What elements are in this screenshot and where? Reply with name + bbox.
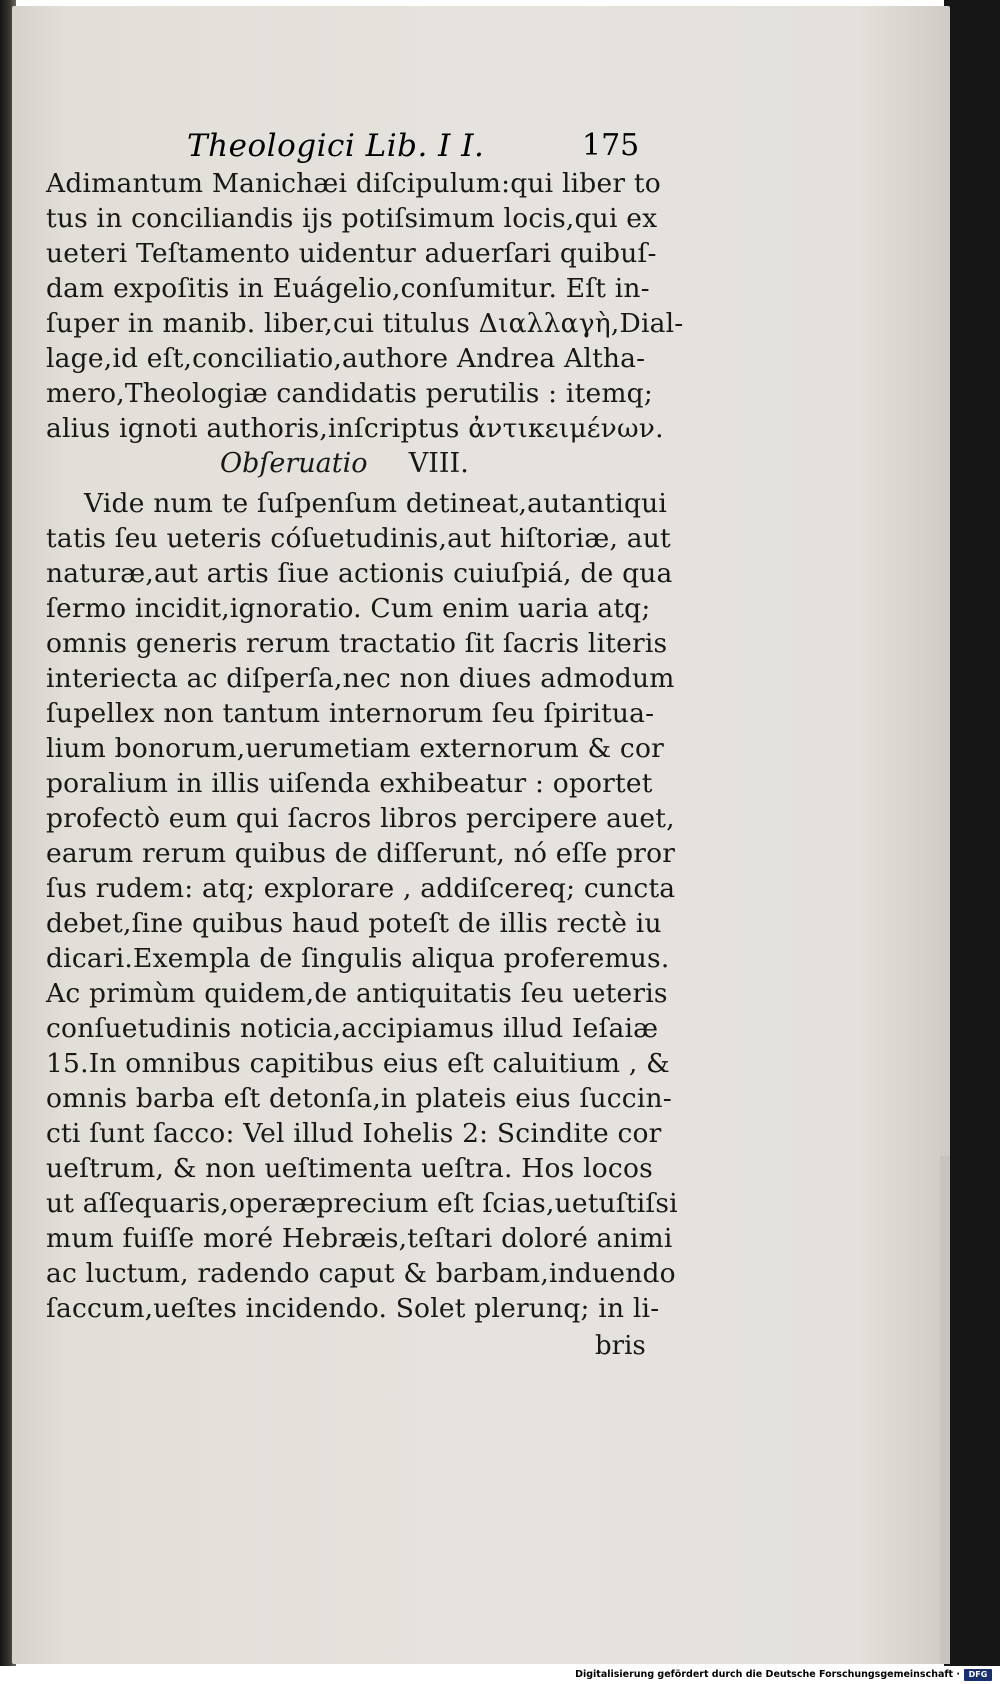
text-line: interiecta ac diſperſa,nec non diues admodum: [46, 663, 675, 694]
text-line: conſuetudinis noticia,accipiamus illud Ieſaiæ: [46, 1013, 659, 1044]
text-line: Vide num te ſuſpenſum detineat,autantiqui: [84, 488, 668, 519]
text-line: ut aſſequaris,operæprecium eſt ſcias,uetuſtiſsi: [46, 1188, 678, 1219]
dfg-logo-icon: DFG: [964, 1669, 992, 1681]
text-line: ſaccum,ueſtes incidendo. Solet plerunq; in li-: [46, 1293, 660, 1324]
text-line: ſuper in manib. liber,cui titulus Διαλλαγὴ,Dial-: [46, 308, 684, 339]
text-line: dicari.Exempla de ſingulis aliqua proferemus.: [46, 943, 670, 974]
text-line: omnis generis rerum tractatio ſit ſacris literis: [46, 628, 668, 659]
text-line: debet,ſine quibus haud poteſt de illis rectè iu: [46, 908, 662, 939]
text-line: cti ſunt ſacco: Vel illud Iohelis 2: Scindite cor: [46, 1118, 662, 1149]
text-line: poralium in illis uiſenda exhibeatur : oportet: [46, 768, 653, 799]
text-line: ſus rudem: atq; explorare , addiſcereq; cuncta: [46, 873, 676, 904]
text-line: lage,id eſt,conciliatio,authore Andrea Altha-: [46, 343, 646, 374]
text-line: ac luctum, radendo caput & barbam,induendo: [46, 1258, 676, 1289]
text-line: mum fuiſſe moré Hebræis,teſtari doloré animi: [46, 1223, 673, 1254]
catchword: bris: [595, 1331, 646, 1361]
text-line: ſupellex non tantum internorum ſeu ſpiritua-: [46, 698, 655, 729]
text-line: lium bonorum,uerumetiam externorum & cor: [46, 733, 664, 764]
text-line: Adimantum Manichæi diſcipulum:qui liber to: [46, 168, 661, 199]
text-line: ueſtrum, & non ueſtimenta ueſtra. Hos locos: [46, 1153, 653, 1184]
text-line: tatis ſeu ueteris cóſuetudinis,aut hiſtoriæ, aut: [46, 523, 671, 554]
text-line: omnis barba eſt detonſa,in plateis eius ſuccin-: [46, 1083, 672, 1114]
text-line: earum rerum quibus de diſſerunt, nó eſſe pror: [46, 838, 676, 869]
book-page: [12, 6, 950, 1664]
running-head-title: Theologici Lib. I I.: [187, 128, 485, 164]
scan-background-right: [944, 0, 1000, 1666]
text-line: dam expoſitis in Euágelio,conſumitur. Eſt in-: [46, 273, 650, 304]
text-line: alius ignoti authoris,inſcriptus ἀντικειμένων.: [46, 413, 664, 444]
text-line: mero,Theologiæ candidatis perutilis : itemq;: [46, 378, 653, 409]
section-heading-label: Obſeruatio: [220, 448, 368, 479]
section-heading: [220, 446, 620, 482]
text-line: 15.In omnibus capitibus eius eſt caluitium , &: [46, 1048, 670, 1079]
text-line: Ac primùm quidem,de antiquitatis ſeu ueteris: [46, 978, 668, 1009]
funding-credit: Digitalisierung gefördert durch die Deutsche Forschungsgemeinschaft ·: [575, 1669, 960, 1680]
text-line: ueteri Teſtamento uidentur aduerſari quibuſ-: [46, 238, 657, 269]
section-heading-numeral: VIII.: [408, 448, 469, 479]
text-line: ſermo incidit,ignoratio. Cum enim uaria atq;: [46, 593, 651, 624]
text-line: tus in conciliandis ijs potiſsimum locis,qui ex: [46, 203, 658, 234]
text-line: naturæ,aut artis ſiue actionis cuiuſpiá, de qua: [46, 558, 673, 589]
text-line: profectò eum qui ſacros libros percipere auet,: [46, 803, 675, 834]
page-number: 175: [582, 128, 640, 163]
